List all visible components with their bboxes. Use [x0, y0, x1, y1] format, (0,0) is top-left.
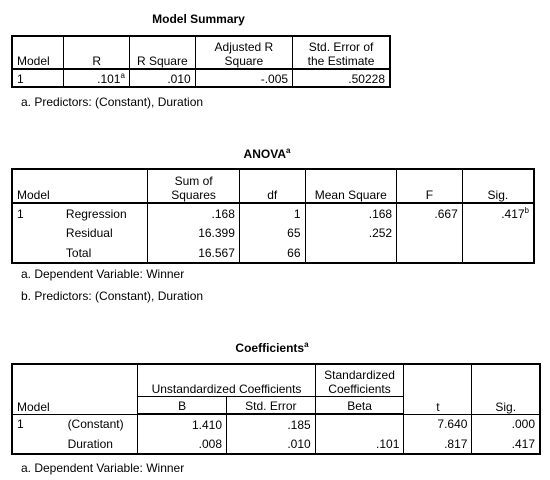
cell-mean-square	[305, 243, 397, 263]
anova-footnote-b: b. Predictors: (Constant), Duration	[21, 289, 204, 303]
anova-footnote-a: a. Dependent Variable: Winner	[21, 267, 185, 281]
cell-sig: .417$^b$	[462, 203, 534, 223]
col-header-std-error: Std. Error of the Estimate	[293, 36, 390, 69]
col-header-model: Model	[12, 36, 64, 69]
cell-sig: .417	[472, 434, 540, 454]
col-header-sig: Sig.	[472, 364, 540, 414]
cell-f	[397, 223, 463, 243]
table-row	[12, 243, 534, 263]
col-header-r-square: R Square	[129, 36, 195, 69]
cell-mean-square: .252	[305, 223, 397, 243]
model-summary-table	[11, 35, 391, 88]
cell-sum-of-squares: 16.399	[148, 223, 240, 243]
cell-beta: .101	[315, 434, 404, 454]
col-header-adjusted-r-square: Adjusted R Square	[195, 36, 292, 69]
col-header-std-error: Std. Error	[227, 396, 316, 414]
cell-adjusted-r-square: -.005	[195, 69, 292, 87]
coefficients-footnote-a: a. Dependent Variable: Winner	[21, 461, 185, 475]
cell-std-error: .010	[227, 434, 316, 454]
table-row	[12, 414, 540, 434]
cell-model-number: 1	[12, 414, 64, 434]
cell-row-label: (Constant)	[64, 414, 138, 434]
cell-row-label: Residual	[62, 223, 148, 243]
cell-sig	[462, 243, 534, 263]
cell-t: 7.640	[404, 414, 472, 434]
col-header-sum-of-squares: Sum of Squares	[148, 169, 240, 203]
cell-df: 65	[239, 223, 305, 243]
cell-sig	[462, 223, 534, 243]
col-header-sig: Sig.	[462, 169, 534, 203]
cell-f: .667	[397, 203, 463, 223]
cell-mean-square: .168	[305, 203, 397, 223]
model-summary-title: Model Summary	[152, 12, 245, 26]
cell-f	[397, 243, 463, 263]
cell-row-label: Duration	[64, 434, 138, 454]
cell-beta	[315, 414, 404, 434]
cell-r: .101$^a$	[64, 69, 130, 87]
cell-df: 1	[239, 203, 305, 223]
col-header-model: Model	[12, 169, 62, 203]
cell-model: 1	[12, 69, 64, 87]
anova-table	[11, 168, 535, 264]
col-header-beta: Beta	[315, 396, 404, 414]
anova-title: ANOVA$^a$	[243, 146, 291, 161]
cell-row-label: Regression	[62, 203, 148, 223]
cell-b: 1.410	[138, 414, 227, 434]
cell-sum-of-squares: .168	[148, 203, 240, 223]
cell-df: 66	[239, 243, 305, 263]
cell-std-error: .185	[227, 414, 316, 434]
col-header-mean-square: Mean Square	[305, 169, 397, 203]
col-header-t: t	[404, 364, 472, 414]
cell-r-square: .010	[129, 69, 195, 87]
col-header-unstandardized-coefficients: Unstandardized Coefficients	[138, 364, 315, 396]
cell-row-label: Total	[62, 243, 148, 263]
col-header-r: R	[64, 36, 130, 69]
cell-sig: .000	[472, 414, 540, 434]
coefficients-title: Coefficients$^a$	[235, 340, 309, 355]
table-row	[12, 223, 534, 243]
coefficients-table	[11, 363, 541, 455]
table-row	[12, 203, 534, 223]
col-header-b: B	[138, 396, 227, 414]
cell-model-number: 1	[12, 203, 62, 223]
model-summary-footnote-a: a. Predictors: (Constant), Duration	[21, 95, 204, 109]
cell-std-error: .50228	[293, 69, 390, 87]
cell-sum-of-squares: 16.567	[148, 243, 240, 263]
cell-b: .008	[138, 434, 227, 454]
cell-t: .817	[404, 434, 472, 454]
col-header-f: F	[397, 169, 463, 203]
table-row	[12, 434, 540, 454]
col-header-df: df	[239, 169, 305, 203]
table-row	[12, 69, 390, 87]
col-header-standardized-coefficients: Standardized Coefficients	[315, 364, 404, 396]
col-header-model: Model	[12, 364, 64, 414]
